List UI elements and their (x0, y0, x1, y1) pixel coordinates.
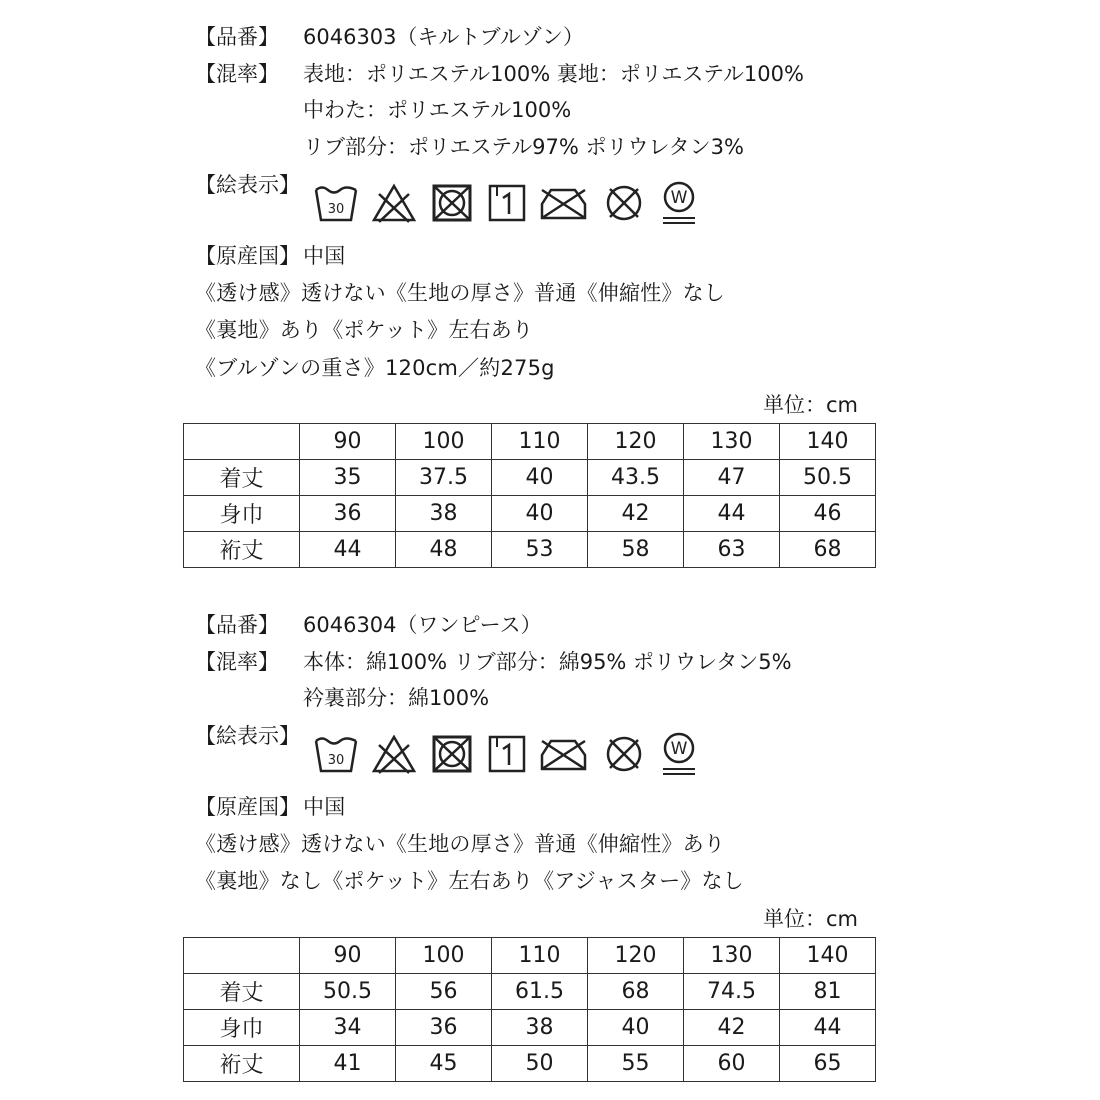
size-header-row (184, 424, 876, 460)
row-name-cell: 身巾 (184, 496, 300, 532)
row-name-cell: 裄丈 (184, 1046, 300, 1082)
konritsu-label: 【混率】 (195, 650, 279, 674)
value-cell: 46 (780, 496, 876, 532)
size-header-cell: 120 (588, 938, 684, 974)
konritsu-line: 表地：ポリエステル100% 裏地：ポリエステル100% (303, 62, 804, 86)
wash-temp: 30 (327, 202, 345, 217)
value-cell: 50.5 (780, 460, 876, 496)
care-label: 【絵表示】 (195, 173, 300, 197)
value-cell: 35 (300, 460, 396, 496)
value-cell: 47 (684, 460, 780, 496)
origin-label: 【原産国】 (195, 244, 300, 268)
unit-label: 単位：cm (763, 393, 859, 417)
size-header-cell: 100 (396, 424, 492, 460)
value-cell: 41 (300, 1046, 396, 1082)
no-tumble-dry-icon (429, 182, 475, 224)
size-table (183, 423, 876, 568)
value-cell: 48 (396, 532, 492, 568)
value-cell: 65 (780, 1046, 876, 1082)
value-cell: 38 (396, 496, 492, 532)
value-cell: 45 (396, 1046, 492, 1082)
value-cell: 74.5 (684, 974, 780, 1010)
row-name-cell: 裄丈 (184, 532, 300, 568)
table-row (184, 974, 876, 1010)
drip-dry-shade-icon (487, 733, 527, 775)
care-icons (313, 731, 699, 777)
value-cell: 34 (300, 1010, 396, 1046)
no-iron-icon (539, 733, 589, 775)
wet-letter: W (670, 188, 688, 208)
care-label: 【絵表示】 (195, 724, 300, 748)
value-cell: 61.5 (492, 974, 588, 1010)
no-dry-clean-icon (601, 733, 647, 775)
table-row (184, 460, 876, 496)
size-header-cell: 140 (780, 424, 876, 460)
konritsu-line: 中わた：ポリエステル100% (303, 98, 572, 122)
size-table (183, 937, 876, 1082)
origin-value: 中国 (303, 795, 346, 819)
care-icons (313, 180, 699, 226)
wash-30-icon (313, 733, 359, 775)
no-dry-clean-icon (601, 182, 647, 224)
konritsu-label: 【混率】 (195, 62, 279, 86)
hinban-value: 6046304（ワンピース） (303, 613, 542, 637)
corner-cell (184, 938, 300, 974)
value-cell: 38 (492, 1010, 588, 1046)
value-cell: 44 (300, 532, 396, 568)
value-cell: 50 (492, 1046, 588, 1082)
value-cell: 43.5 (588, 460, 684, 496)
size-header-cell: 110 (492, 424, 588, 460)
value-cell: 53 (492, 532, 588, 568)
hinban-label: 【品番】 (195, 613, 279, 637)
detail-line: 《裏地》なし《ポケット》左右あり《アジャスター》なし (195, 869, 744, 893)
value-cell: 58 (588, 532, 684, 568)
size-header-row (184, 938, 876, 974)
no-bleach-icon (371, 182, 417, 224)
value-cell: 55 (588, 1046, 684, 1082)
detail-line: 《ブルゾンの重さ》120cm／約275g (195, 356, 555, 380)
size-header-cell: 110 (492, 938, 588, 974)
size-header-cell: 120 (588, 424, 684, 460)
row-name-cell: 身巾 (184, 1010, 300, 1046)
corner-cell (184, 424, 300, 460)
detail-line: 《透け感》透けない《生地の厚さ》普通《伸縮性》あり (195, 832, 725, 856)
hinban-value: 6046303（キルトブルゾン） (303, 25, 584, 49)
wet-clean-icon (659, 180, 699, 226)
value-cell: 37.5 (396, 460, 492, 496)
konritsu-line: 衿裏部分：綿100% (303, 686, 490, 710)
value-cell: 40 (588, 1010, 684, 1046)
value-cell: 68 (780, 532, 876, 568)
table-row (184, 1010, 876, 1046)
value-cell: 63 (684, 532, 780, 568)
size-header-cell: 140 (780, 938, 876, 974)
value-cell: 36 (300, 496, 396, 532)
value-cell: 42 (684, 1010, 780, 1046)
row-name-cell: 着丈 (184, 974, 300, 1010)
no-bleach-icon (371, 733, 417, 775)
value-cell: 81 (780, 974, 876, 1010)
size-header-cell: 100 (396, 938, 492, 974)
value-cell: 50.5 (300, 974, 396, 1010)
size-header-cell: 90 (300, 424, 396, 460)
value-cell: 60 (684, 1046, 780, 1082)
wash-temp: 30 (327, 753, 345, 768)
konritsu-line: 本体：綿100% リブ部分：綿95% ポリウレタン5% (303, 650, 792, 674)
table-row (184, 496, 876, 532)
konritsu-line: リブ部分：ポリエステル97% ポリウレタン3% (303, 135, 744, 159)
table-row (184, 532, 876, 568)
value-cell: 44 (780, 1010, 876, 1046)
row-name-cell: 着丈 (184, 460, 300, 496)
detail-line: 《透け感》透けない《生地の厚さ》普通《伸縮性》なし (195, 281, 725, 305)
hinban-label: 【品番】 (195, 25, 279, 49)
origin-value: 中国 (303, 244, 346, 268)
value-cell: 40 (492, 496, 588, 532)
table-row (184, 1046, 876, 1082)
detail-line: 《裏地》あり《ポケット》左右あり (195, 318, 534, 342)
value-cell: 42 (588, 496, 684, 532)
size-header-cell: 90 (300, 938, 396, 974)
no-iron-icon (539, 182, 589, 224)
value-cell: 68 (588, 974, 684, 1010)
value-cell: 40 (492, 460, 588, 496)
wet-letter: W (670, 739, 688, 759)
drip-dry-shade-icon (487, 182, 527, 224)
no-tumble-dry-icon (429, 733, 475, 775)
value-cell: 56 (396, 974, 492, 1010)
wet-clean-icon (659, 731, 699, 777)
value-cell: 44 (684, 496, 780, 532)
size-header-cell: 130 (684, 424, 780, 460)
unit-label: 単位：cm (763, 907, 859, 931)
size-header-cell: 130 (684, 938, 780, 974)
wash-30-icon (313, 182, 359, 224)
value-cell: 36 (396, 1010, 492, 1046)
origin-label: 【原産国】 (195, 795, 300, 819)
